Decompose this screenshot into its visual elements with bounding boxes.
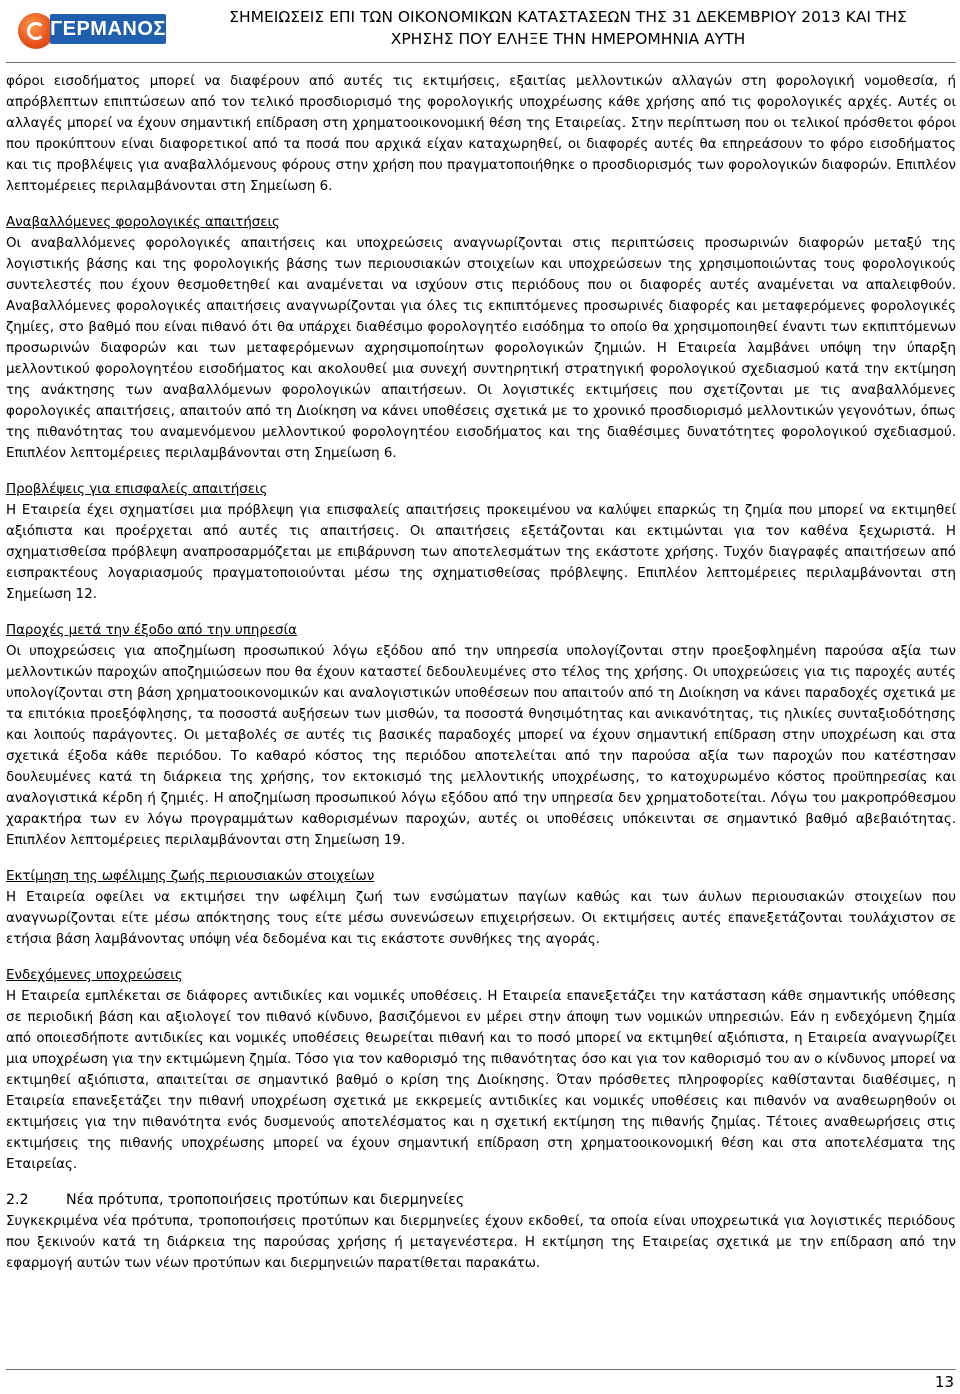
header-divider [6, 62, 956, 63]
section-title: Αναβαλλόμενες φορολογικές απαιτήσεις [6, 215, 280, 230]
section-title: Ενδεχόμενες υποχρεώσεις [6, 968, 183, 983]
document-body [6, 71, 956, 1289]
section-body: Η Εταιρεία εμπλέκεται σε διάφορες αντιδικίες και νομικές υποθέσεις. Η Εταιρεία επανεξετάζει την κατάσταση κάθε σημαντικής υπόθεσης σε περιοδική βάση και αξιολογεί τον πιθανό κίνδυνο, βασιζόμενοι εν μέρει στην άποψη των νομικών υπηρεσιών. Εάν η ενδεχόμενη ζημία από οποιεσδήποτε αντιδικίες και νομικές υποθέσεις θεωρείται πιθανή και το ποσό μπορεί να εκτιμηθεί αξιόπιστα, η Εταιρεία αναγνωρίζει μια υποχρέωση για την εκτιμώμενη ζημία. Τόσο για τον καθορισμό της πιθανότητας όσο και για τον καθορισμό του αν ο κίνδυνος μπορεί να εκτιμηθεί αξιόπιστα, απαιτείται σε σημαντικό βαθμό ο κρίση της Διοίκησης. Όταν πρόσθετες πληροφορίες καθίστανται διαθέσιμες, η Εταιρεία επανεξετάζει την πιθανή υποχρέωση σχετικά με εκκρεμείς αντιδικίες και νομικές υποθέσεις και πιθανόν να αναθεωρηθούν οι εκτιμήσεις για την πιθανότητα ενός δυσμενούς αποτελέσματος και η σχετική εκτίμηση της πιθανής ζημίας. Τέτοιες αναθεωρήσεις στις εκτιμήσεις της πιθανής υποχρέωσης μπορεί να έχουν σημαντική επίδραση στη χρηματοοικονομική θέση και στα αποτελέσματα της Εταιρείας. [6, 989, 956, 1172]
subsection-body: Συγκεκριμένα νέα πρότυπα, τροποποιήσεις προτύπων και διερμηνείες έχουν εκδοθεί, τα οποία είναι υποχρεωτικά για λογιστικές περιόδους που ξεκινούν κατά τη διάρκεια της παρούσας χρήσης ή μεταγενέστερα. Η εκτίμηση της Εταιρείας σχετικά με την επίδραση από την εφαρμογή αυτών των νέων προτύπων και διερμηνειών παρατίθεται παρακάτω. [6, 1214, 956, 1271]
section-doubtful-receivables [6, 479, 956, 605]
section-body: Η Εταιρεία οφείλει να εκτιμήσει την ωφέλιμη ζωή των ενσώματων παγίων καθώς και των άυλων περιουσιακών στοιχείων που αναγνωρίζονται είτε μέσω απόκτησης τους είτε μέσω συνενώσεων επιχειρήσεων. Οι εκτιμήσεις αυτές επανεξετάζονται τουλάχιστον σε ετήσια βάση λαμβάνοντας υπόψη νέα δεδομένα και τις εκάστοτε συνθήκες της αγοράς. [6, 890, 956, 947]
header-title-line2: ΧΡΗΣΗΣ ΠΟΥ ΕΛΗΞΕ ΤΗΝ ΗΜΕΡΟΜΗΝΙΑ ΑΥΤΗ [390, 30, 746, 48]
section-title: Προβλέψεις για επισφαλείς απαιτήσεις [6, 482, 268, 497]
subsection-number: 2.2 [6, 1192, 29, 1208]
section-title: Παροχές μετά την έξοδο από την υπηρεσία [6, 623, 297, 638]
logo-text: ΓΕΡΜΑΝΟΣ [50, 14, 166, 44]
page-number: 13 [934, 1373, 954, 1391]
section-deferred-tax [6, 212, 956, 464]
subsection-title: Νέα πρότυπα, τροποποιήσεις προτύπων και διερμηνείες [66, 1192, 465, 1208]
section-title: Εκτίμηση της ωφέλιμης ζωής περιουσιακών στοιχείων [6, 869, 375, 884]
section-body: Οι αναβαλλόμενες φορολογικές απαιτήσεις και υποχρεώσεις αναγνωρίζονται στις περιπτώσεις προσωρινών διαφορών μεταξύ της λογιστικής βάσης και της φορολογικής βάσης των περιουσιακών στοιχείων και υποχρεώσεων της χρησιμοποιώντας τους φορολογικούς συντελεστές που έχουν θεσμοθετηθεί και αναμένεται να ισχύουν στις περιόδους που οι διαφορές αυτές αναμένεται να απαλειφθούν. Αναβαλλόμενες φορολογικές απαιτήσεις αναγνωρίζονται για όλες τις εκπιπτόμενες προσωρινές διαφορές και μεταφερόμενες φορολογικές ζημίες, στο βαθμό που είναι πιθανό ότι θα υπάρχει διαθέσιμο φορολογητέο εισόδημα το οποίο θα χρησιμοποιηθεί έναντι των εκπιπτόμενων προσωρινών διαφορών και των μεταφερόμενων αχρησιμοποίητων φορολογικών ζημιών. Η Εταιρεία λαμβάνει υπόψη την ύπαρξη μελλοντικού φορολογητέου εισοδήματος και ακολουθεί μια συνεχή συντηρητική στρατηγική φορολογικού σχεδιασμού κατά την εκτίμηση της ανάκτησης των αναβαλλόμενων φορολογικών απαιτήσεων. Οι λογιστικές εκτιμήσεις που σχετίζονται με τις αναβαλλόμενες φορολογικές απαιτήσεις, απαιτούν από τη Διοίκηση να κάνει υποθέσεις σχετικά με το χρονικό προσδιορισμό μελλοντικών γεγονότων, όπως της πιθανότητας του αναμενόμενου μελλοντικού φορολογητέου εισοδήματος και της διαθέσιμες δυνατότητες φορολογικού σχεδιασμού. Επιπλέον λεπτομέρειες περιλαμβάνονται στη Σημείωση 6. [6, 236, 956, 461]
header-title-line1: ΣΗΜΕΙΩΣΕΙΣ ΕΠΙ ΤΩΝ ΟΙΚΟΝΟΜΙΚΩΝ ΚΑΤΑΣΤΑΣΕΩΝ ΤΗΣ 31 ΔΕΚΕΜΒΡΙΟΥ 2013 ΚΑΙ ΤΗΣ [229, 8, 907, 26]
page-header [0, 0, 960, 62]
footer-divider [6, 1369, 956, 1370]
header-title [188, 6, 948, 50]
intro-paragraph: φόροι εισοδήματος μπορεί να διαφέρουν από αυτές τις εκτιμήσεις, εξαιτίας μελλοντικών αλλαγών στη φορολογική νομοθεσία, ή απρόβλεπτων επιπτώσεων από τον τελικό προσδιορισμό της φορολογικής υποχρέωσης κάθε χρήσης από τις φορολογικές αρχές. Αυτές οι αλλαγές μπορεί να έχουν σημαντική επίδραση στη χρηματοοικονομική θέση της Εταιρείας. Στην περίπτωση που οι τελικοί πρόσθετοι φόροι που προκύπτουν είναι διαφορετικοί από τα ποσά που αρχικά είχαν καταχωρηθεί, οι διαφορές αυτές θα επηρεάσουν το φόρο εισοδήματος και τις προβλέψεις για αναβαλλόμενους φόρους στην χρήση που πραγματοποιήθηκε ο προσδιορισμός των φορολογικών διαφορών. Επιπλέον λεπτομέρειες περιλαμβάνονται στη Σημείωση 6. [6, 74, 956, 194]
section-body: Οι υποχρεώσεις για αποζημίωση προσωπικού λόγω εξόδου από την υπηρεσία υπολογίζονται στην προεξοφλημένη παρούσα αξία των μελλοντικών παροχών αποζημιώσεων που θα έχουν καταστεί δεδουλευμένες στο τέλος της χρήσης. Οι υποχρεώσεις για τις παροχές αυτές υπολογίζονται στη βάση χρηματοοικονομικών και αναλογιστικών υποθέσεων που απαιτούν από τη Διοίκηση να κάνει παραδοχές σχετικά με τα επιτόκια προεξόφλησης, τα ποσοστά αυξήσεων των μισθών, τα ποσοστά θνησιμότητας και ανικανότητας, τις ηλικίες συνταξιοδότησης και λοιπούς παράγοντες. Οι μεταβολές σε αυτές τις βασικές παραδοχές μπορεί να έχουν σημαντική επίδραση στην υποχρέωση και στα σχετικά έξοδα κάθε περιόδου. Το καθαρό κόστος της περιόδου αποτελείται από την παρούσα αξία των παροχών που κατέστησαν δουλευμένες κατά τη διάρκεια της χρήσης, τον εκτοκισμό της μελλοντικής υποχρέωσης, το κατοχυρωμένο κόστος προϋπηρεσίας και αναλογιστικά κέρδη ή ζημιές. Η αποζημίωση προσωπικού λόγω εξόδου από την υπηρεσία δεν χρηματοδοτείται. Λόγω του μακροπρόθεσμου χαρακτήρα των εν λόγω προγραμμάτων καθορισμένων παροχών, αυτές οι υποθέσεις υπόκεινται σε σημαντικό βαθμό αβεβαιότητας. Επιπλέον λεπτομέρειες περιλαμβάνονται στη Σημείωση 19. [6, 644, 956, 848]
section-retirement-benefits [6, 620, 956, 851]
section-useful-life [6, 866, 956, 950]
subsection-heading [6, 1190, 956, 1211]
section-body: Η Εταιρεία έχει σχηματίσει μια πρόβλεψη για επισφαλείς απαιτήσεις προκειμένου να καλύψει επαρκώς τη ζημία που μπορεί να εκτιμηθεί αξιόπιστα και προέρχεται από αυτές τις απαιτήσεις. Οι απαιτήσεις εξετάζονται και εκτιμώνται για τον καθένα ξεχωριστά. Η σχηματισθείσα πρόβλεψη αναπροσαρμόζεται με επιβάρυνση των αποτελεσμάτων της εκάστοτε χρήσης. Τυχόν διαγραφές απαιτήσεων από εισπρακτέους λογαριασμούς πραγματοποιούνται μέσω της σχηματισθείσας πρόβλεψης. Επιπλέον λεπτομέρειες περιλαμβάνονται στη Σημείωση 12. [6, 503, 956, 602]
section-contingent-liabilities [6, 965, 956, 1175]
logo-mark-icon [18, 13, 54, 49]
